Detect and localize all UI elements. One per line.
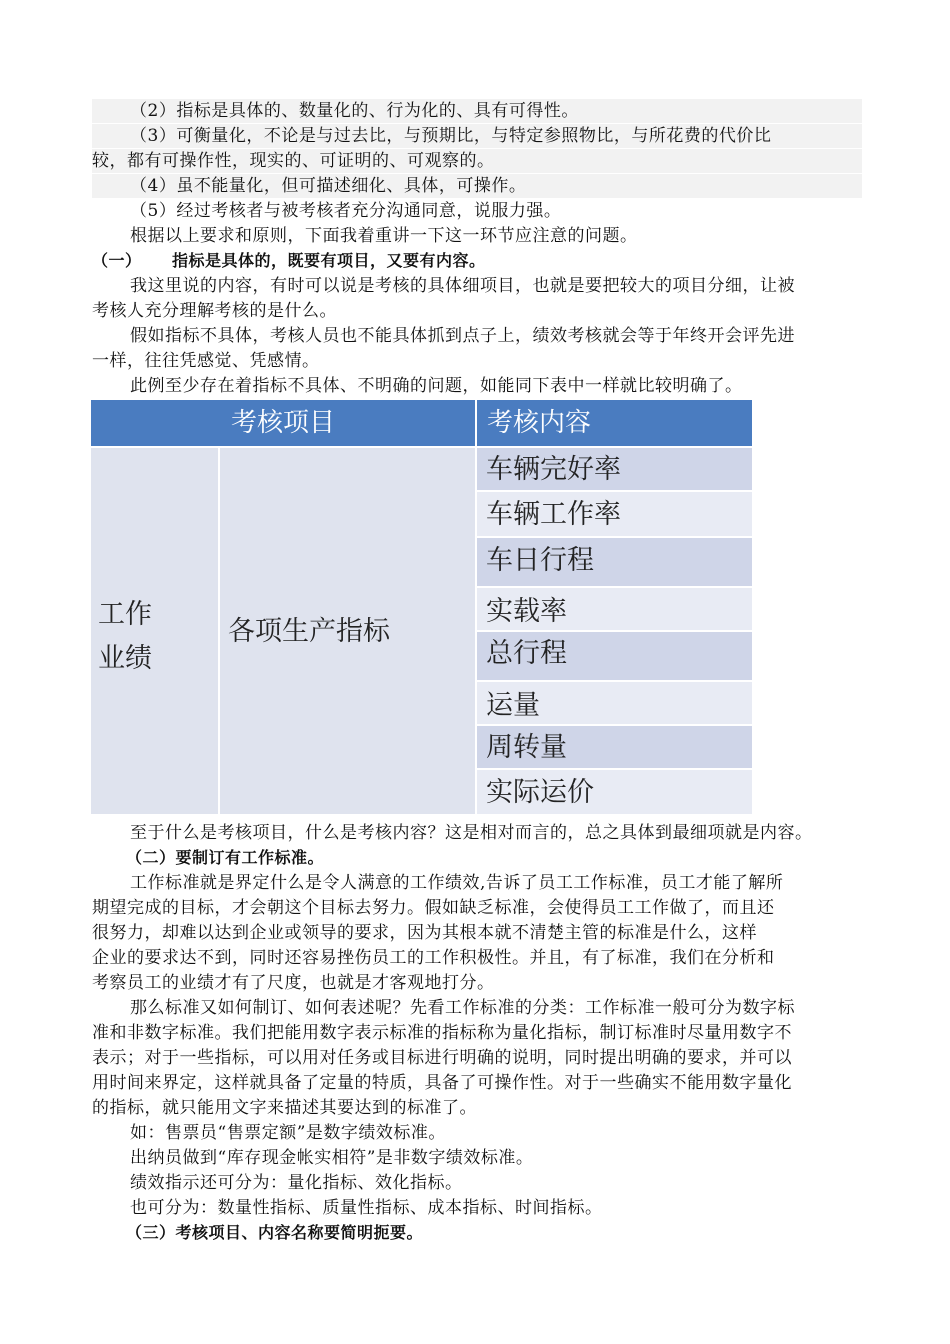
content-item: 总行程 <box>477 630 752 680</box>
paragraph-line: 考核人充分理解考核的是什么。 <box>92 301 337 321</box>
paragraph-line: 期望完成的目标，才会朝这个目标去努力。假如缺乏标准，会使得员工工作做了，而且还 <box>92 898 775 918</box>
criterion-2: （2）指标是具体的、数量化的、行为化的、具有可得性。 <box>92 99 862 123</box>
paragraph-line: 绩效指示还可分为：量化指标、效化指标。 <box>130 1173 463 1193</box>
section-heading-3: （三）考核项目、内容名称要简明扼要。 <box>126 1223 424 1242</box>
paragraph-line: 假如指标不具体，考核人员也不能具体抓到点子上，绩效考核就会等于年终开会评先进 <box>130 326 795 346</box>
criterion-3-line2: 较，都有可操作性，现实的、可证明的、可观察的。 <box>92 149 862 173</box>
paragraph-line: 那么标准又如何制订、如何表述呢？先看工作标准的分类：工作标准一般可分为数字标 <box>130 998 795 1018</box>
content-item: 实际运价 <box>477 768 752 814</box>
paragraph-line: 也可分为：数量性指标、质量性指标、成本指标、时间指标。 <box>130 1198 603 1218</box>
category-line: 业绩 <box>98 643 152 674</box>
section-heading-2: （二）要制订有工作标准。 <box>126 848 325 867</box>
assessment-table <box>91 400 752 814</box>
section-title-1: 指标是具体的，既要有项目，又要有内容。 <box>172 251 486 270</box>
criterion-5: （5）经过考核者与被考核者充分沟通同意，说服力强。 <box>130 201 562 221</box>
paragraph-line: 很努力，却难以达到企业或领导的要求，因为其根本就不清楚主管的标准是什么，这样 <box>92 923 757 943</box>
paragraph-line: 表示；对于一些指标，可以用对任务或目标进行明确的说明，同时提出明确的要求，并可以 <box>92 1048 792 1068</box>
paragraph-line: 工作标准就是界定什么是令人满意的工作绩效,告诉了员工工作标准，员工才能了解所 <box>130 873 784 893</box>
content-item: 车辆完好率 <box>477 446 752 490</box>
table-header <box>91 400 752 446</box>
paragraph-line: 如：售票员“售票定额”是数字绩效标准。 <box>130 1123 446 1143</box>
paragraph-line: 用时间来界定，这样就具备了定量的特质，具备了可操作性。对于一些确实不能用数字量化 <box>92 1073 792 1093</box>
content-item: 运量 <box>477 680 752 724</box>
paragraph-line: 一样，往往凭感觉、凭感情。 <box>92 351 320 371</box>
criterion-3-line1: （3）可衡量化，不论是与过去比，与预期比，与特定参照物比，与所花费的代价比 <box>92 124 862 148</box>
content-item: 周转量 <box>477 724 752 768</box>
paragraph-line: 出纳员做到“库存现金帐实相符”是非数字绩效标准。 <box>130 1148 534 1168</box>
paragraph-line: 我这里说的内容，有时可以说是考核的具体细项目，也就是要把较大的项目分细，让被 <box>130 276 795 296</box>
section-heading-1 <box>92 249 862 273</box>
paragraph-line: 企业的要求达不到，同时还容易挫伤员工的工作积极性。并且，有了标准，我们在分析和 <box>92 948 775 968</box>
header-assessment-content: 考核内容 <box>487 408 592 438</box>
subcategory-cell: 各项生产指标 <box>228 616 390 647</box>
intro-paragraph: 根据以上要求和原则，下面我着重讲一下这一环节应注意的问题。 <box>130 226 638 246</box>
paragraph-line: 的指标，就只能用文字来描述其要达到的标准了。 <box>92 1098 477 1118</box>
category-cell <box>98 593 208 681</box>
criterion-4: （4）虽不能量化，但可描述细化、具体，可操作。 <box>92 174 862 198</box>
content-item: 实载率 <box>477 586 752 630</box>
paragraph-line: 考察员工的业绩才有了尺度，也就是才客观地打分。 <box>92 973 495 993</box>
paragraph-line: 至于什么是考核项目，什么是考核内容？这是相对而言的，总之具体到最细项就是内容。 <box>130 823 813 843</box>
content-item: 车辆工作率 <box>477 490 752 536</box>
paragraph-line: 准和非数字标准。我们把能用数字表示标准的指标称为量化指标，制订标准时尽量用数字不 <box>92 1023 792 1043</box>
category-line: 工作 <box>98 599 152 630</box>
paragraph-line: 此例至少存在着指标不具体、不明确的问题，如能同下表中一样就比较明确了。 <box>130 376 743 396</box>
content-item: 车日行程 <box>477 536 752 586</box>
section-number-1: （一） <box>92 251 142 270</box>
header-assessment-item: 考核项目 <box>230 408 335 438</box>
column-divider <box>218 448 220 814</box>
